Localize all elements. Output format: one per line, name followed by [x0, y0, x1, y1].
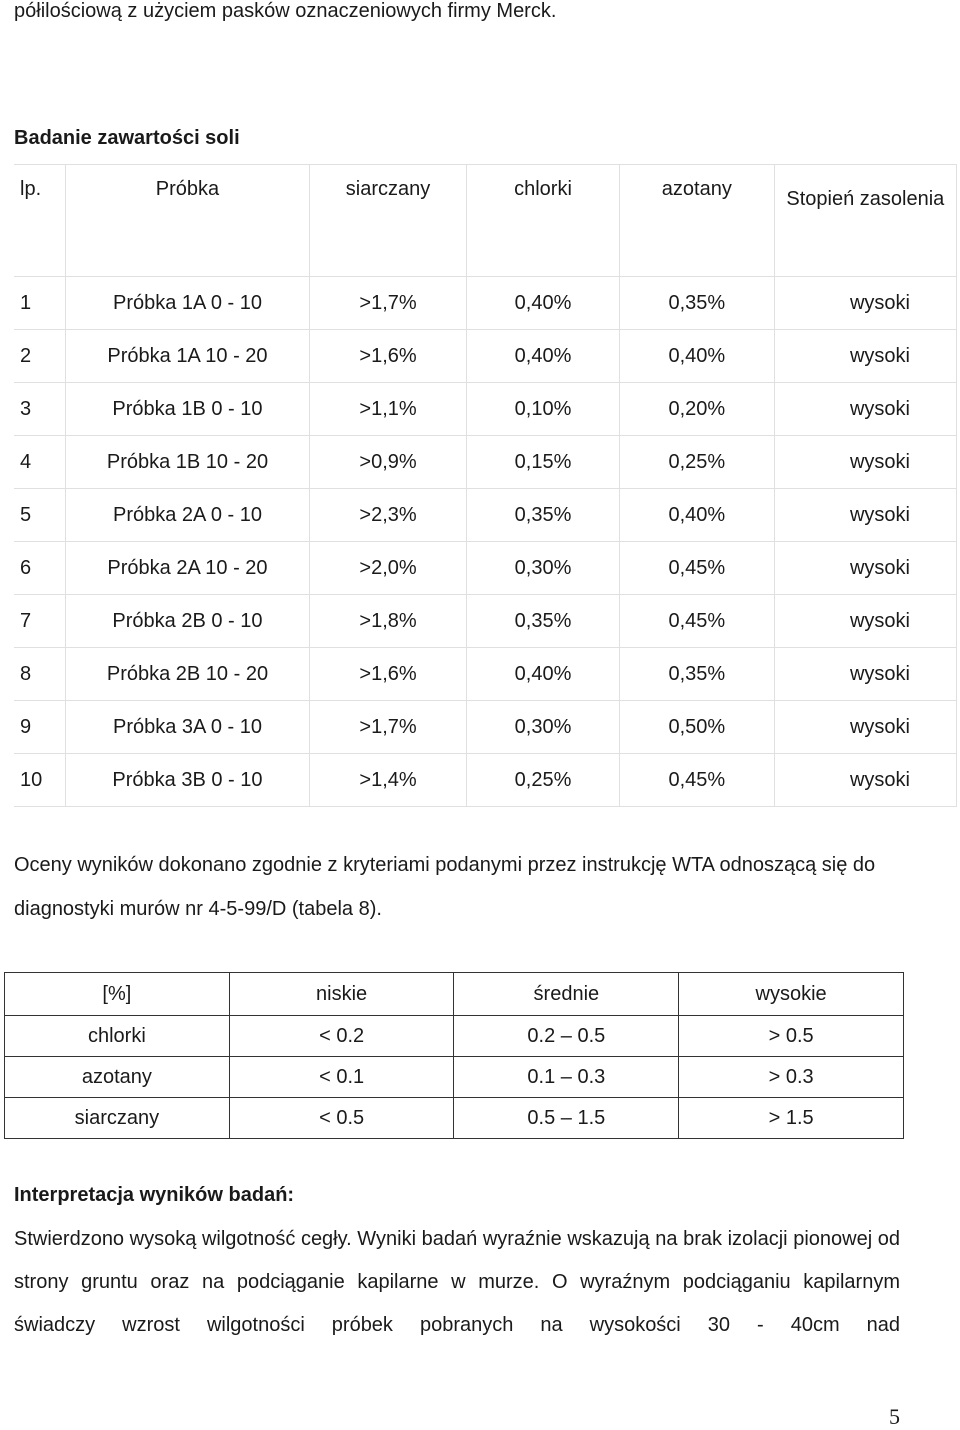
- intro-line: półilościową z użyciem pasków oznaczeniowych firmy Merck.: [14, 0, 557, 22]
- results-cell: wysoki: [774, 648, 956, 701]
- header-nitrates: azotany: [619, 165, 774, 277]
- results-cell: >1,7%: [310, 277, 467, 330]
- results-cell: 7: [14, 595, 65, 648]
- criteria-cell: 0.2 – 0.5: [454, 1016, 679, 1057]
- results-cell: 2: [14, 330, 65, 383]
- criteria-header-medium: średnie: [454, 973, 679, 1016]
- results-cell: 0,45%: [619, 542, 774, 595]
- results-cell: 5: [14, 489, 65, 542]
- results-cell: >1,6%: [310, 330, 467, 383]
- results-cell: Próbka 2B 10 - 20: [65, 648, 309, 701]
- results-table-header: [14, 165, 957, 277]
- criteria-cell: > 0.5: [679, 1016, 904, 1057]
- results-cell: wysoki: [774, 754, 956, 807]
- interpretation-heading: Interpretacja wyników badań:: [14, 1184, 295, 1206]
- results-cell: 0,25%: [467, 754, 620, 807]
- results-cell: wysoki: [774, 489, 956, 542]
- results-cell: >2,0%: [310, 542, 467, 595]
- results-cell: wysoki: [774, 701, 956, 754]
- results-table-body: [14, 277, 957, 807]
- results-cell: 0,25%: [619, 436, 774, 489]
- results-cell: 0,40%: [619, 489, 774, 542]
- results-cell: >1,1%: [310, 383, 467, 436]
- criteria-row: [5, 1016, 904, 1057]
- results-cell: 4: [14, 436, 65, 489]
- interpretation-text: Stwierdzono wysoką wilgotność cegły. Wyniki badań wyraźnie wskazują na brak izolacji pionowej od strony gruntu oraz na podciąganie kapilarne w murze. O wyraźnym podciąganiu kapilarnym świadczy wzrost wilgotności próbek pobranych na wysokości 30 - 40cm nad: [14, 1228, 900, 1336]
- results-cell: 0,40%: [467, 648, 620, 701]
- results-cell: Próbka 3B 0 - 10: [65, 754, 309, 807]
- results-row: [14, 436, 957, 489]
- header-salinity-degree: Stopień zasolenia: [774, 165, 956, 277]
- header-sulfates: siarczany: [310, 165, 467, 277]
- results-row: [14, 701, 957, 754]
- results-cell: wysoki: [774, 542, 956, 595]
- results-cell: 0,35%: [619, 648, 774, 701]
- results-cell: 0,40%: [467, 330, 620, 383]
- results-cell: 0,35%: [467, 595, 620, 648]
- results-cell: 0,40%: [619, 330, 774, 383]
- criteria-header-high: wysokie: [679, 973, 904, 1016]
- results-row: [14, 330, 957, 383]
- results-cell: >1,7%: [310, 701, 467, 754]
- results-cell: 0,15%: [467, 436, 620, 489]
- results-cell: 0,50%: [619, 701, 774, 754]
- results-row: [14, 595, 957, 648]
- criteria-cell: < 0.2: [229, 1016, 454, 1057]
- results-cell: Próbka 2A 10 - 20: [65, 542, 309, 595]
- results-cell: wysoki: [774, 383, 956, 436]
- header-lp: lp.: [14, 165, 65, 277]
- results-row: [14, 648, 957, 701]
- criteria-table: [4, 972, 904, 1139]
- section-heading: Badanie zawartości soli: [14, 127, 240, 149]
- results-cell: 0,35%: [467, 489, 620, 542]
- results-cell: 0,30%: [467, 542, 620, 595]
- results-cell: 1: [14, 277, 65, 330]
- results-cell: 10: [14, 754, 65, 807]
- criteria-cell: > 0.3: [679, 1057, 904, 1098]
- results-cell: wysoki: [774, 330, 956, 383]
- results-cell: 0,10%: [467, 383, 620, 436]
- results-cell: 0,35%: [619, 277, 774, 330]
- assessment-note: Oceny wyników dokonano zgodnie z kryteriami podanymi przez instrukcję WTA odnoszącą się do diagnostyki murów nr 4-5-99/D (tabela 8).: [14, 854, 876, 920]
- results-cell: wysoki: [774, 595, 956, 648]
- header-sample: Próbka: [65, 165, 309, 277]
- results-cell: 0,30%: [467, 701, 620, 754]
- results-cell: 0,45%: [619, 595, 774, 648]
- results-cell: wysoki: [774, 436, 956, 489]
- criteria-cell: azotany: [5, 1057, 230, 1098]
- results-cell: Próbka 1B 10 - 20: [65, 436, 309, 489]
- results-cell: Próbka 2A 0 - 10: [65, 489, 309, 542]
- results-row: [14, 489, 957, 542]
- results-cell: Próbka 1A 10 - 20: [65, 330, 309, 383]
- results-cell: 3: [14, 383, 65, 436]
- criteria-header-low: niskie: [229, 973, 454, 1016]
- results-cell: wysoki: [774, 277, 956, 330]
- results-cell: 6: [14, 542, 65, 595]
- results-row: [14, 542, 957, 595]
- criteria-header-unit: [%]: [5, 973, 230, 1016]
- criteria-cell: < 0.5: [229, 1098, 454, 1139]
- results-cell: 8: [14, 648, 65, 701]
- criteria-row: [5, 1057, 904, 1098]
- results-cell: 9: [14, 701, 65, 754]
- header-chlorides: chlorki: [467, 165, 620, 277]
- results-row: [14, 383, 957, 436]
- results-cell: >1,6%: [310, 648, 467, 701]
- criteria-cell: 0.5 – 1.5: [454, 1098, 679, 1139]
- results-cell: >0,9%: [310, 436, 467, 489]
- criteria-cell: 0.1 – 0.3: [454, 1057, 679, 1098]
- results-cell: Próbka 1A 0 - 10: [65, 277, 309, 330]
- criteria-cell: siarczany: [5, 1098, 230, 1139]
- criteria-table-body: [5, 1016, 904, 1139]
- results-cell: >2,3%: [310, 489, 467, 542]
- results-cell: 0,20%: [619, 383, 774, 436]
- results-cell: Próbka 1B 0 - 10: [65, 383, 309, 436]
- results-cell: >1,4%: [310, 754, 467, 807]
- page-number: 5: [889, 1404, 900, 1429]
- criteria-row: [5, 1098, 904, 1139]
- results-cell: Próbka 2B 0 - 10: [65, 595, 309, 648]
- results-cell: 0,45%: [619, 754, 774, 807]
- results-cell: Próbka 3A 0 - 10: [65, 701, 309, 754]
- criteria-cell: chlorki: [5, 1016, 230, 1057]
- results-row: [14, 277, 957, 330]
- results-row: [14, 754, 957, 807]
- results-cell: 0,40%: [467, 277, 620, 330]
- results-cell: >1,8%: [310, 595, 467, 648]
- criteria-cell: < 0.1: [229, 1057, 454, 1098]
- criteria-table-header: [5, 973, 904, 1016]
- criteria-cell: > 1.5: [679, 1098, 904, 1139]
- results-table: [14, 164, 957, 807]
